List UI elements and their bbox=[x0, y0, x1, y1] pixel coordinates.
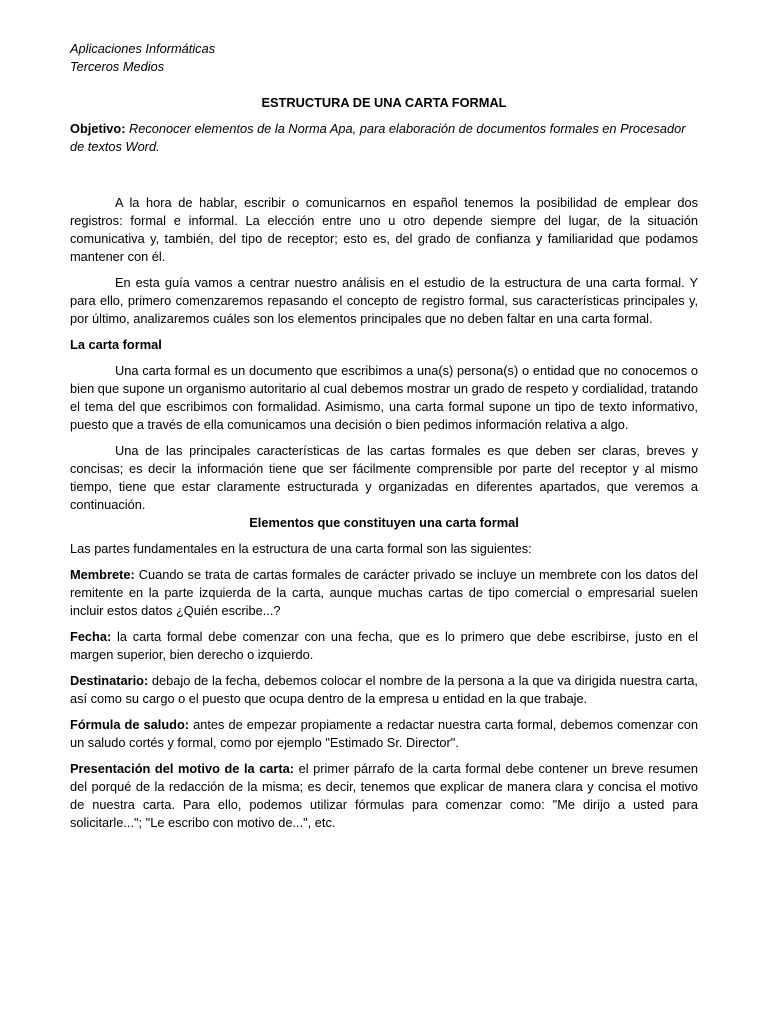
elemento-membrete bbox=[70, 566, 698, 620]
elemento-term: Fecha: bbox=[70, 629, 112, 644]
elemento-text: la carta formal debe comenzar con una fecha, que es lo primero que debe escribirse, justo en el margen superior, bien derecho o izquierdo. bbox=[70, 629, 698, 662]
section-heading-elementos: Elementos que constituyen una carta formal bbox=[249, 515, 519, 530]
section-heading-carta-formal: La carta formal bbox=[70, 337, 162, 352]
objective-text: Reconocer elementos de la Norma Apa, para elaboración de documentos formales en Procesador de textos Word. bbox=[70, 121, 686, 154]
document-page bbox=[70, 40, 698, 832]
course-level: Terceros Medios bbox=[70, 59, 165, 74]
elemento-formula-saludo bbox=[70, 716, 698, 752]
carta-formal-paragraph-1: Una carta formal es un documento que escribimos a una(s) persona(s) o entidad que no conocemos o bien que supone un organismo autoritario al cual debemos mostrar un grado de respeto y cordialidad, tratando el tema del que escribimos con formalidad. Asimismo, una carta formal supone un tipo de texto informativo, puesto que a través de ella comunicamos una decisión o bien pedimos información relativa a algo. bbox=[70, 363, 698, 432]
intro-paragraph-1: A la hora de hablar, escribir o comunicarnos en español tenemos la posibilidad de emplear dos registros: formal e informal. La elección entre uno u otro depende siempre del lugar, de la situación comunicativa y, también, del tipo de receptor; esto es, del grado de confianza y familiaridad que podamos mantener con él. bbox=[70, 195, 698, 264]
objective-label: Objetivo: bbox=[70, 121, 126, 136]
elemento-fecha bbox=[70, 628, 698, 664]
elemento-term: Presentación del motivo de la carta: bbox=[70, 761, 295, 776]
intro-paragraph-2: En esta guía vamos a centrar nuestro análisis en el estudio de la estructura de una carta formal. Y para ello, primero comenzaremos repasando el concepto de registro formal, sus características principales y, por último, analizaremos cuáles son los elementos principales que no deben faltar en una carta formal. bbox=[70, 275, 698, 326]
course-name: Aplicaciones Informáticas bbox=[70, 41, 216, 56]
document-title: ESTRUCTURA DE UNA CARTA FORMAL bbox=[261, 95, 507, 110]
elemento-term: Destinatario: bbox=[70, 673, 149, 688]
elemento-destinatario bbox=[70, 672, 698, 708]
elemento-text: antes de empezar propiamente a redactar nuestra carta formal, debemos comenzar con un saludo cortés y formal, como por ejemplo "Estimado Sr. Director". bbox=[70, 717, 698, 750]
elemento-text: debajo de la fecha, debemos colocar el nombre de la persona a la que va dirigida nuestra carta, así como su cargo o el puesto que ocupa dentro de la empresa u entidad en la que trabaje. bbox=[70, 673, 698, 706]
carta-formal-paragraph-2: Una de las principales características de las cartas formales es que deben ser claras, breves y concisas; es decir la información tiene que ser fácilmente comprensible por parte del receptor y al mismo tiempo, tiene que estar claramente estructurada y organizadas en diferentes apartados, que veremos a continuación. bbox=[70, 443, 698, 512]
elemento-text: Cuando se trata de cartas formales de carácter privado se incluye un membrete con los datos del remitente en la parte izquierda de la carta, aunque muchas cartas de tipo comercial o empresarial suelen incluir estos datos ¿Quién escribe...? bbox=[70, 567, 698, 618]
elemento-term: Fórmula de saludo: bbox=[70, 717, 190, 732]
elementos-intro: Las partes fundamentales en la estructura de una carta formal son las siguientes: bbox=[70, 541, 532, 556]
elemento-presentacion-motivo bbox=[70, 760, 698, 832]
objective bbox=[70, 120, 698, 156]
elemento-text: el primer párrafo de la carta formal debe contener un breve resumen del porqué de la redacción de la misma; es decir, tenemos que explicar de manera clara y concisa el motivo de nuestra carta. Para ello, podemos utilizar fórmulas para comenzar como: "Me dirijo a usted para solicitarle..."; "Le escribo con motivo de...", etc. bbox=[70, 761, 698, 830]
elemento-term: Membrete: bbox=[70, 567, 135, 582]
